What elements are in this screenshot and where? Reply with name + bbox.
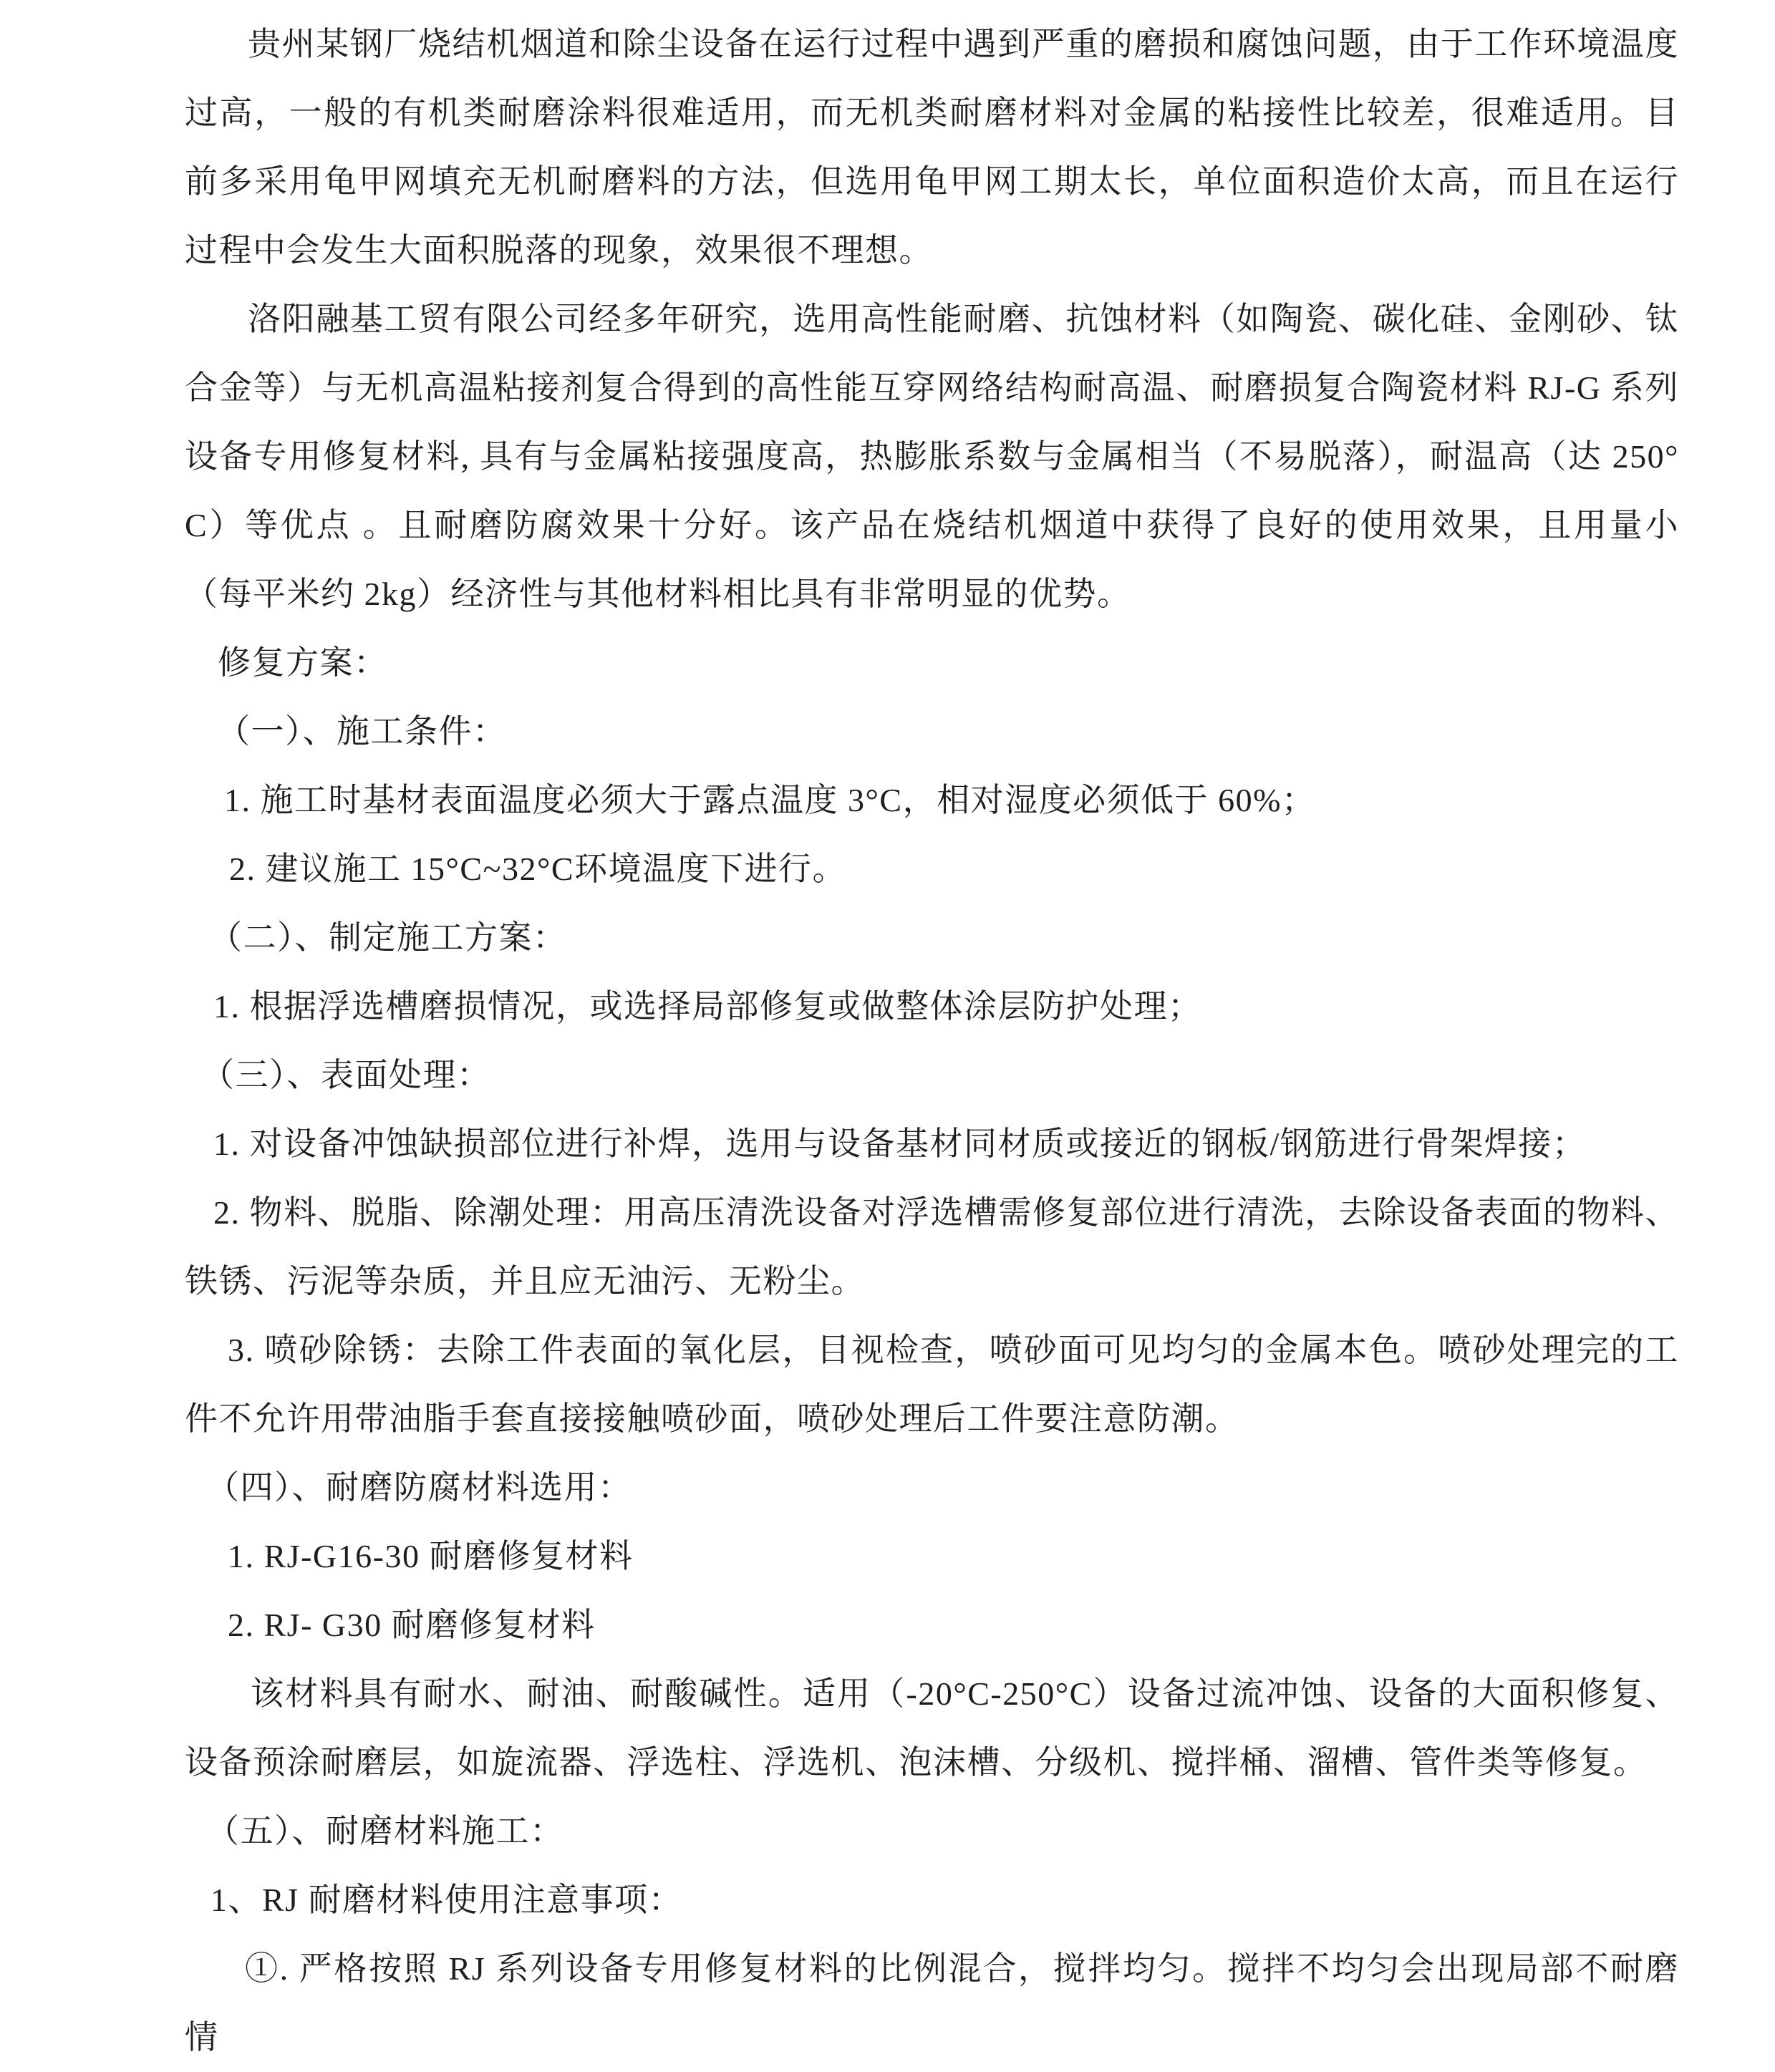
paragraph-material-properties: 该材料具有耐水、耐油、耐酸碱性。适用（-20°C-250°C）设备过流冲蚀、设备的大面积修复、设备预涂耐磨层，如旋流器、浮选柱、浮选机、泡沫槽、分级机、搅拌桶、溜槽、管件类等修复。 xyxy=(185,1675,1679,1781)
paragraph-problem-background: 贵州某钢厂烧结机烟道和除尘设备在运行过程中遇到严重的磨损和腐蚀问题，由于工作环境温度过高，一般的有机类耐磨涂料很难适用，而无机类耐磨材料对金属的粘接性比较差，很难适用。目前多采用龟甲网填充无机耐磨料的方法，但选用龟甲网工期太长，单位面积造价太高，而且在运行过程中会发生大面积脱落的现象，效果很不理想。 xyxy=(185,26,1679,268)
list-item-2-ambient-temperature: 2. 建议施工 15°C~32°C环境温度下进行。 xyxy=(229,851,847,887)
list-item-1-rj-g16-30: 1. RJ-G16-30 耐磨修复材料 xyxy=(228,1538,634,1574)
heading-section-3-surface-treatment: （三）、表面处理： xyxy=(201,1057,491,1093)
heading-repair-plan: 修复方案： xyxy=(218,644,388,681)
list-item-1-surface-temperature: 1. 施工时基材表面温度必须大于露点温度 3°C，相对湿度必须低于 60%； xyxy=(224,782,1316,818)
heading-section-5-material-construction: （五）、耐磨材料施工： xyxy=(206,1813,564,1849)
list-item-1-usage-notes: 1、RJ 耐磨材料使用注意事项： xyxy=(211,1882,683,1918)
list-item-2-cleaning-degreasing: 2. 物料、脱脂、除潮处理：用高压清洗设备对浮选槽需修复部位进行清洗，去除设备表面的物料、铁锈、污泥等杂质，并且应无油污、无粉尘。 xyxy=(185,1194,1679,1299)
paragraph-company-solution: 洛阳融基工贸有限公司经多年研究，选用高性能耐磨、抗蚀材料（如陶瓷、碳化硅、金刚砂、钛合金等）与无机高温粘接剂复合得到的高性能互穿网络结构耐高温、耐磨损复合陶瓷材料 RJ-G 系列设备专用修复材料, 具有与金属粘接强度高，热膨胀系数与金属相当（不易脱落），耐温高（达 250°C）等优点 。且耐磨防腐效果十分好。该产品在烧结机烟道中获得了良好的使用效果，且用量小（每平米约 2kg）经济性与其他材料相比具有非常明显的优势。 xyxy=(185,301,1679,612)
list-item-1-wear-assessment: 1. 根据浮选槽磨损情况，或选择局部修复或做整体涂层防护处理； xyxy=(213,988,1202,1025)
list-item-circle-1-mixing-ratio: ①. 严格按照 RJ 系列设备专用修复材料的比例混合，搅拌均匀。搅拌不均匀会出现局部不耐磨情 xyxy=(185,1950,1679,2056)
heading-section-1-construction-conditions: （一）、施工条件： xyxy=(217,713,507,750)
list-item-2-rj-g30: 2. RJ- G30 耐磨修复材料 xyxy=(228,1607,596,1643)
heading-section-4-material-selection: （四）、耐磨防腐材料选用： xyxy=(206,1469,632,1506)
list-item-1-welding-repair: 1. 对设备冲蚀缺损部位进行补焊，选用与设备基材同材质或接近的钢板/钢筋进行骨架焊接； xyxy=(213,1125,1587,1162)
heading-section-2-construction-scheme: （二）、制定施工方案： xyxy=(209,919,567,956)
list-item-3-sandblast-derusting: 3. 喷砂除锈：去除工件表面的氧化层，目视检查，喷砂面可见均匀的金属本色。喷砂处理完的工件不允许用带油脂手套直接接触喷砂面，喷砂处理后工件要注意防潮。 xyxy=(185,1332,1679,1437)
